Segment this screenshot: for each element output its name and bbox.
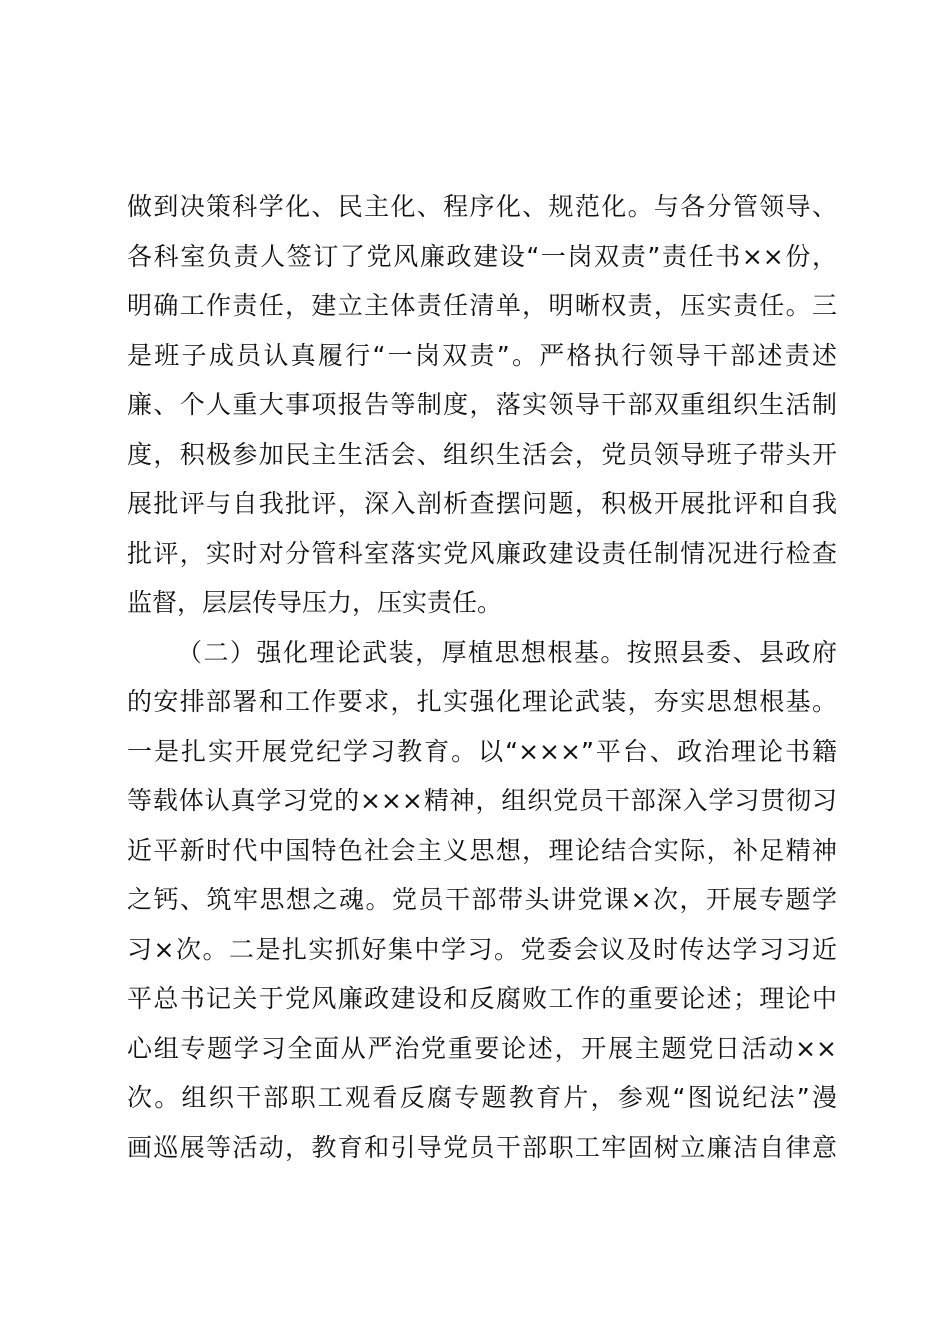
text-line: 的安排部署和工作要求，扎实强化理论武装，夯实思想根基。 bbox=[127, 687, 837, 716]
text-line: 各科室负责人签订了党风廉政建设“一岗双责”责任书××份， bbox=[127, 241, 837, 271]
text-line: 是班子成员认真履行“一岗双责”。严格执行领导干部述责述 bbox=[127, 340, 837, 370]
text-line: 展批评与自我批评，深入剖析查摆问题，积极开展批评和自我 bbox=[127, 489, 837, 518]
section-heading-line: （二）强化理论武装，厚植思想根基。按照县委、县政府 bbox=[177, 637, 837, 667]
text-line: 平总书记关于党风廉政建设和反腐败工作的重要论述；理论中 bbox=[127, 984, 837, 1013]
text-line: 一是扎实开展党纪学习教育。以“×××”平台、政治理论书籍 bbox=[127, 736, 837, 766]
text-line: 监督，层层传导压力，压实责任。 bbox=[127, 588, 503, 617]
text-line: 批评，实时对分管科室落实党风廉政建设责任制情况进行检查 bbox=[127, 538, 837, 568]
text-line: 度，积极参加民主生活会、组织生活会，党员领导班子带头开 bbox=[127, 439, 837, 469]
text-line: 心组专题学习全面从严治党重要论述，开展主题党日活动×× bbox=[127, 1033, 837, 1063]
text-line: 廉、个人重大事项报告等制度，落实领导干部双重组织生活制 bbox=[127, 390, 837, 419]
text-line: 明确工作责任，建立主体责任清单，明晰权责，压实责任。三 bbox=[127, 291, 837, 320]
text-line: 之钙、筑牢思想之魂。党员干部带头讲党课×次，开展专题学 bbox=[127, 885, 837, 914]
text-line: 习×次。二是扎实抓好集中学习。党委会议及时传达学习习近 bbox=[127, 934, 837, 964]
body-text bbox=[127, 182, 837, 1172]
text-line: 画巡展等活动，教育和引导党员干部职工牢固树立廉洁自律意 bbox=[127, 1132, 837, 1162]
text-line: 次。组织干部职工观看反腐专题教育片，参观“图说纪法”漫 bbox=[127, 1083, 837, 1112]
text-line: 做到决策科学化、民主化、程序化、规范化。与各分管领导、 bbox=[127, 192, 837, 221]
text-line: 等载体认真学习党的×××精神，组织党员干部深入学习贯彻习 bbox=[127, 786, 837, 815]
text-line: 近平新时代中国特色社会主义思想，理论结合实际，补足精神 bbox=[127, 835, 837, 865]
